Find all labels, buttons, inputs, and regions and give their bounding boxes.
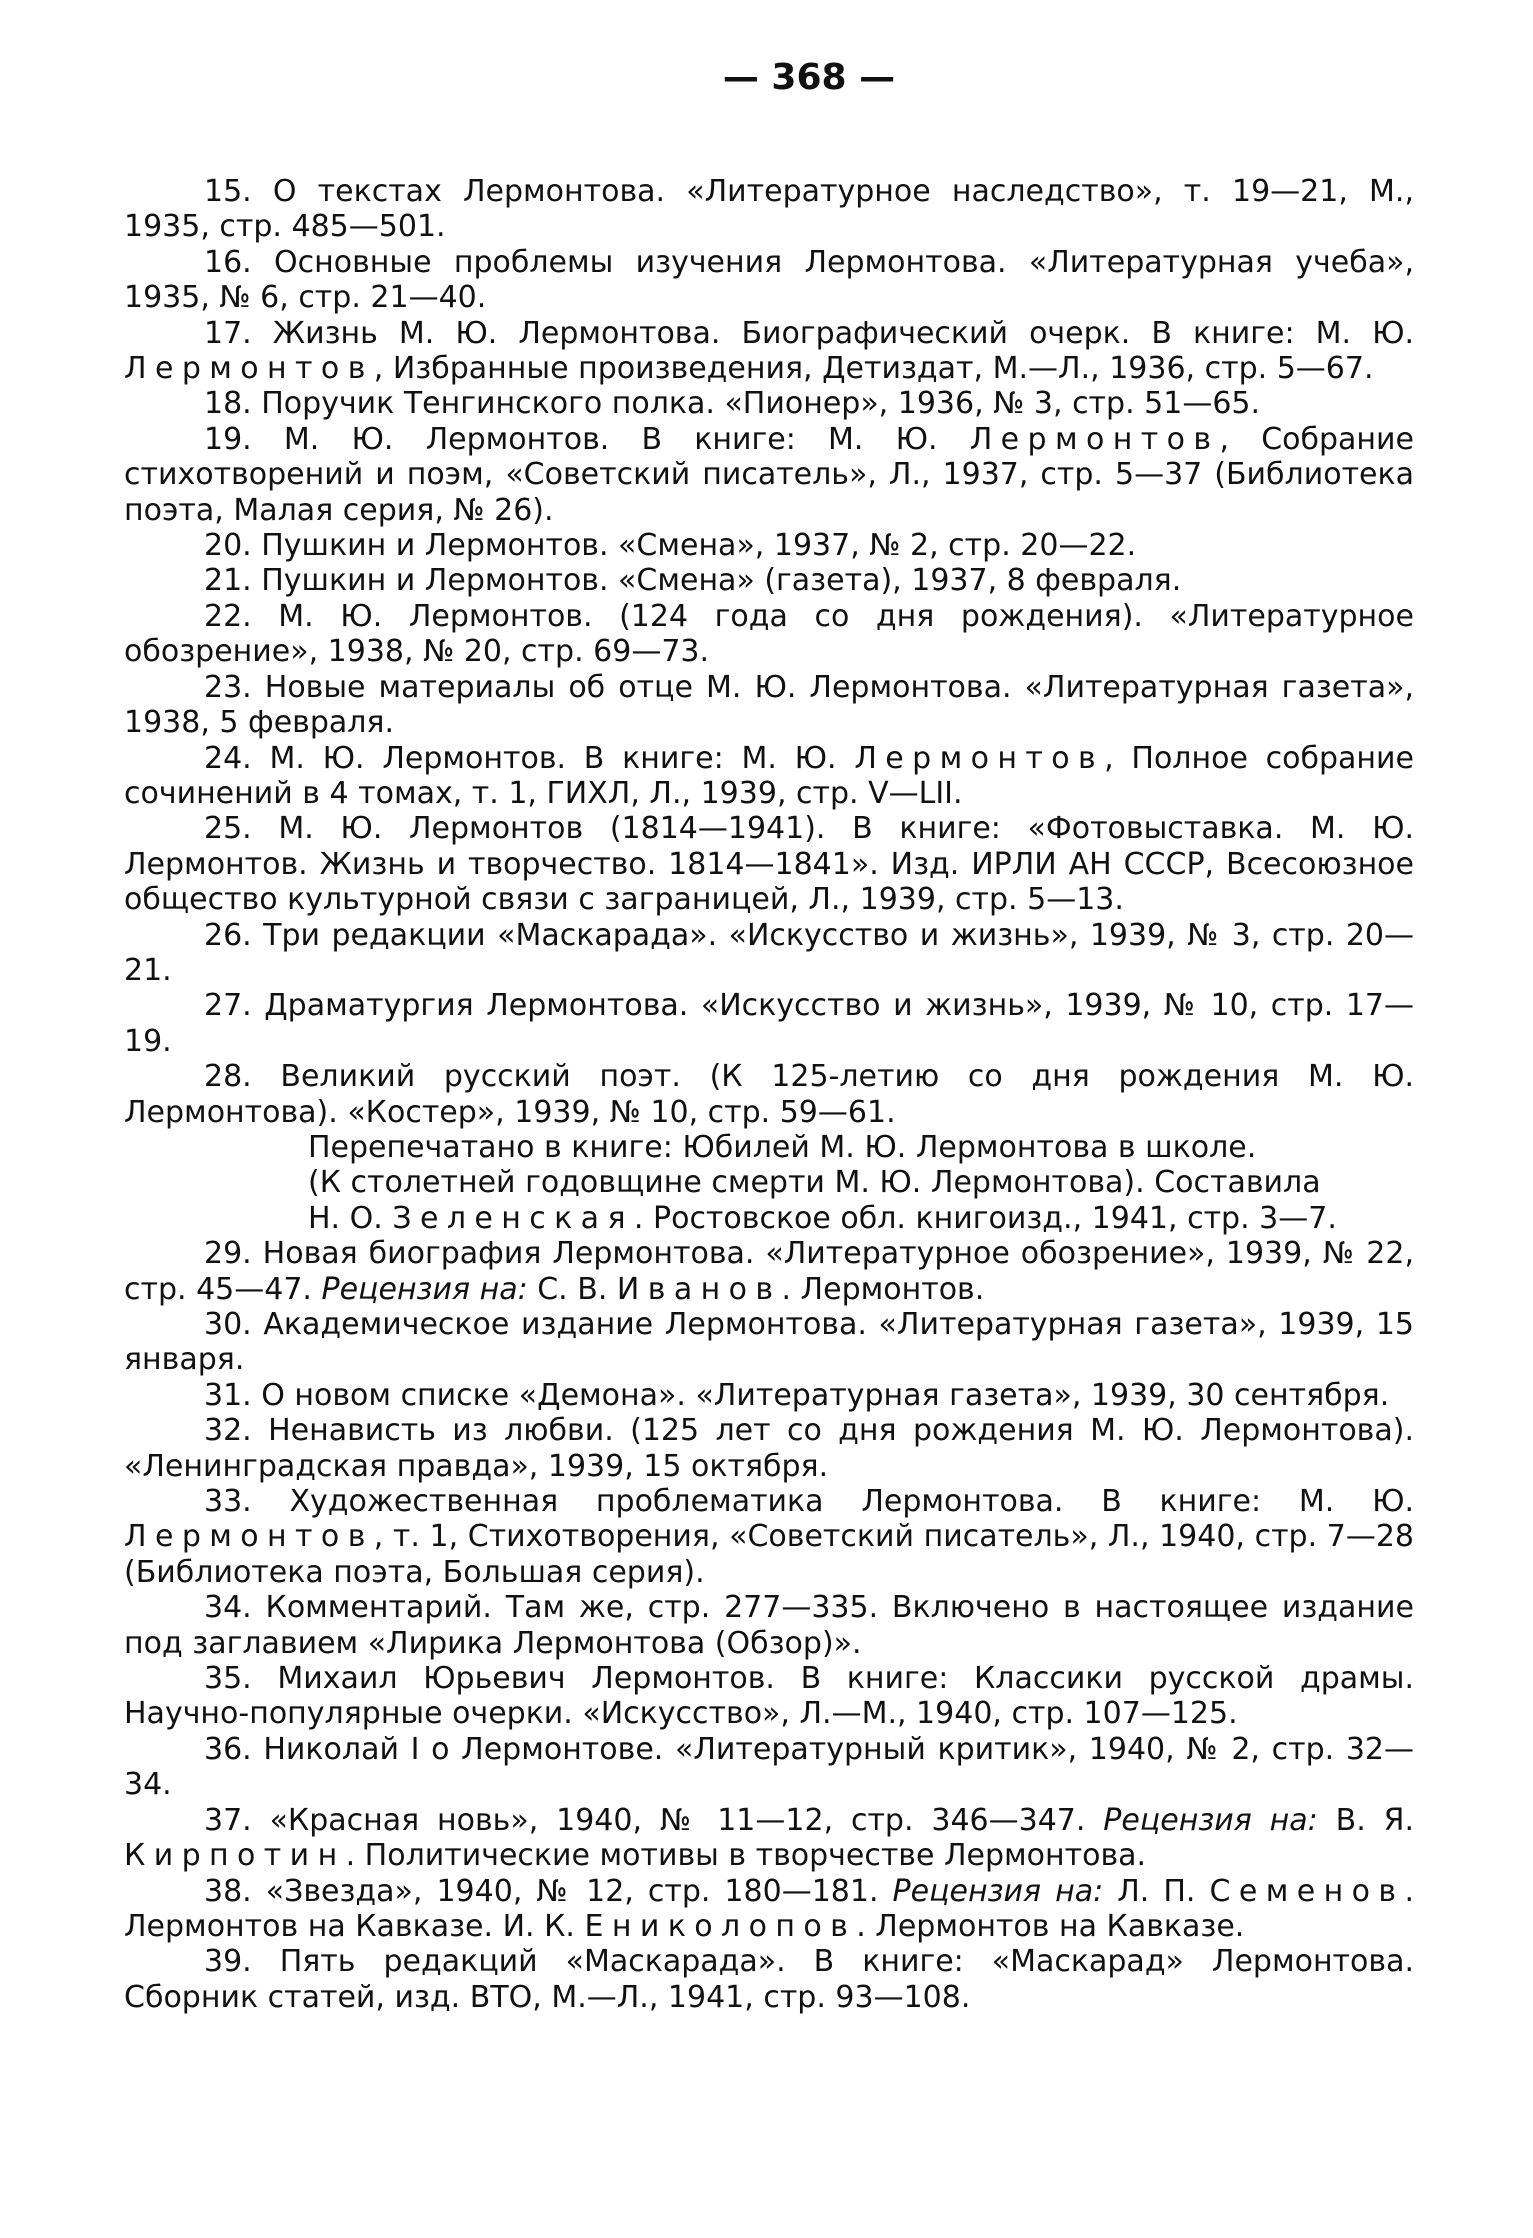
- page-number: — 368 —: [722, 57, 896, 98]
- entry-text: 31. О новом списке «Демона». «Литературная газета», 1939, 30 сентября.: [204, 1377, 1390, 1413]
- entry-text: (К столетней годовщине смерти М. Ю. Лермонтова). Составила: [308, 1165, 1321, 1201]
- bibliography-entry: [124, 1803, 1414, 1874]
- entry-text: . Ростовское обл. книгоизд., 1941, стр. 3—7.: [633, 1200, 1337, 1236]
- review-label: Рецензия на:: [1103, 1802, 1318, 1838]
- entry-text: 20. Пушкин и Лермонтов. «Смена», 1937, № 2, стр. 20—22.: [204, 528, 1137, 564]
- bibliography-entry: [124, 670, 1414, 741]
- entry-text: 23. Новые материалы об отце М. Ю. Лермонтова. «Литературная газета», 1938, 5 февраля.: [124, 669, 1414, 741]
- author-name-spaced: Ениколопов: [584, 1908, 857, 1944]
- bibliography-entry: [124, 1590, 1414, 1661]
- entry-text: 36. Николай I о Лермонтове. «Литературный критик», 1940, № 2, стр. 32—34.: [124, 1731, 1414, 1803]
- bibliography-entry: [124, 599, 1414, 670]
- entry-text: 34. Комментарий. Там же, стр. 277—335. Включено в настоящее издание под заглавием «Лирика Лермонтова (Обзор)».: [124, 1590, 1414, 1661]
- bibliography-entry: [124, 1484, 1414, 1590]
- entry-text: Н. О.: [308, 1200, 393, 1236]
- bibliography-entry: [124, 1732, 1414, 1803]
- entry-text: 39. Пять редакций «Маскарада». В книге: «Маскарад» Лермонтова. Сборник статей, изд. ВТО, М.—Л., 1941, стр. 93—108.: [124, 1944, 1414, 2015]
- entry-text: 32. Ненависть из любви. (125 лет со дня рождения М. Ю. Лермонтова). «Ленинградская правда», 1939, 15 октября.: [124, 1413, 1414, 1484]
- entry-text: . Лермонтов.: [781, 1271, 985, 1307]
- entry-text: , Собрание стихотворений и поэм, «Советский писатель», Л., 1937, стр. 5—37 (Библиотека поэта, Малая серия, № 26).: [124, 421, 1415, 528]
- bibliography-entry: [124, 918, 1414, 989]
- entry-text: С. В.: [527, 1271, 617, 1307]
- bibliography-entry: [124, 1378, 1414, 1413]
- bibliography-entry: [124, 1661, 1414, 1732]
- entry-text: 22. М. Ю. Лермонтов. (124 года со дня рождения). «Литературное обозрение», 1938, № 20, стр. 69—73.: [124, 598, 1414, 670]
- bibliography-entry: [124, 245, 1414, 316]
- entry-text: . Лермонтов на Кавказе. И. К.: [124, 1873, 1414, 1944]
- bibliography-entry: [124, 386, 1414, 421]
- author-name-spaced: Лермонтов: [969, 421, 1220, 457]
- author-name-spaced: Зеленская: [392, 1200, 634, 1236]
- entry-text: 21. Пушкин и Лермонтов. «Смена» (газета), 1937, 8 февраля.: [204, 563, 1182, 599]
- bibliography-entry: [124, 1874, 1414, 1945]
- entry-text: 38. «Звезда», 1940, № 12, стр. 180—181.: [204, 1873, 893, 1909]
- document-page: [124, 40, 1414, 2015]
- bibliography-entry: [124, 174, 1414, 245]
- bibliography-entry: [124, 528, 1414, 563]
- bibliography-entry: [124, 1236, 1414, 1307]
- review-label: Рецензия на:: [892, 1873, 1104, 1909]
- entry-text: 37. «Красная новь», 1940, № 11—12, стр. 346—347.: [204, 1802, 1104, 1838]
- entry-text: В. Я.: [1317, 1802, 1414, 1838]
- entry-text: Л. П.: [1103, 1873, 1210, 1909]
- entry-text: 17. Жизнь М. Ю. Лермонтова. Биографический очерк. В книге: М. Ю.: [204, 315, 1414, 351]
- author-name-spaced: Кирпотин: [124, 1838, 346, 1874]
- entry-text: 33. Художественная проблематика Лермонтова. В книге: М. Ю.: [204, 1484, 1414, 1520]
- entry-text: 35. Михаил Юрьевич Лермонтов. В книге: Классики русской драмы. Научно-популярные очерки. «Искусство», Л.—М., 1940, стр. 107—125.: [124, 1661, 1414, 1732]
- entry-text: 29. Новая биография Лермонтова. «Литературное обозрение», 1939, № 22, стр. 45—47.: [124, 1236, 1414, 1307]
- entry-text: 30. Академическое издание Лермонтова. «Литературная газета», 1939, 15 января.: [124, 1307, 1414, 1378]
- note-line: [308, 1165, 1414, 1200]
- bibliography-entry: [124, 741, 1414, 812]
- note-line: [308, 1201, 1414, 1236]
- entry-text: 27. Драматургия Лермонтова. «Искусство и жизнь», 1939, № 10, стр. 17—19.: [124, 988, 1414, 1059]
- bibliography-entry: [124, 1059, 1414, 1130]
- entry-text: 15. О текстах Лермонтова. «Литературное наследство», т. 19—21, М., 1935, стр. 485—501.: [124, 174, 1414, 245]
- entry-text: 28. Великий русский поэт. (К 125-летию со дня рождения М. Ю. Лермонтова). «Костер», 1939, № 10, стр. 59—61.: [124, 1059, 1414, 1130]
- bibliography-entry: [124, 811, 1414, 917]
- bibliography-entry: [124, 988, 1414, 1059]
- entry-text: 18. Поручик Тенгинского полка. «Пионер», 1936, № 3, стр. 51—65.: [204, 386, 1261, 422]
- author-name-spaced: Иванов: [616, 1271, 782, 1307]
- entry-text: 24. М. Ю. Лермонтов. В книге: М. Ю.: [204, 740, 855, 776]
- bibliography-list: [124, 174, 1414, 2015]
- entry-text: , Избранные произведения, Детиздат, М.—Л., 1936, стр. 5—67.: [373, 351, 1374, 387]
- bibliography-entry: [124, 422, 1414, 528]
- note-line: [308, 1130, 1414, 1165]
- author-name-spaced: Семенов: [1209, 1873, 1405, 1909]
- entry-text: . Лермонтов на Кавказе.: [856, 1908, 1245, 1944]
- author-name-spaced: Лермонтов: [124, 1519, 374, 1555]
- entry-text: . Политические мотивы в творчестве Лермонтова.: [345, 1838, 1147, 1874]
- entry-text: , Полное собрание сочинений в 4 томах, т. 1, ГИХЛ, Л., 1939, стр. V—LII.: [124, 740, 1415, 811]
- entry-text: 19. М. Ю. Лермонтов. В книге: М. Ю.: [204, 421, 970, 457]
- review-label: Рецензия на:: [321, 1271, 528, 1307]
- bibliography-entry: [124, 1413, 1414, 1484]
- entry-text: 25. М. Ю. Лермонтов (1814—1941). В книге: «Фотовыставка. М. Ю. Лермонтов. Жизнь и творчество. 1814—1841». Изд. ИРЛИ АН СССР, Всесоюзное общество культурной связи с заграницей, Л., 1939, стр. 5—13.: [124, 811, 1414, 918]
- entry-text: 16. Основные проблемы изучения Лермонтова. «Литературная учеба», 1935, № 6, стр. 21—40.: [124, 244, 1414, 316]
- reprint-note: [308, 1130, 1414, 1236]
- entry-text: , т. 1, Стихотворения, «Советский писатель», Л., 1940, стр. 7—28 (Библиотека поэта, Большая серия).: [124, 1519, 1414, 1590]
- entry-text: 26. Три редакции «Маскарада». «Искусство и жизнь», 1939, № 3, стр. 20—21.: [124, 917, 1414, 988]
- entry-text: Перепечатано в книге: Юбилей М. Ю. Лермонтова в школе.: [308, 1129, 1257, 1165]
- bibliography-entry: [124, 563, 1414, 598]
- bibliography-entry: [124, 1944, 1414, 2015]
- author-name-spaced: Лермонтов: [854, 740, 1105, 776]
- bibliography-entry: [124, 1307, 1414, 1378]
- author-name-spaced: Лермонтов: [124, 351, 374, 387]
- bibliography-entry: [124, 316, 1414, 387]
